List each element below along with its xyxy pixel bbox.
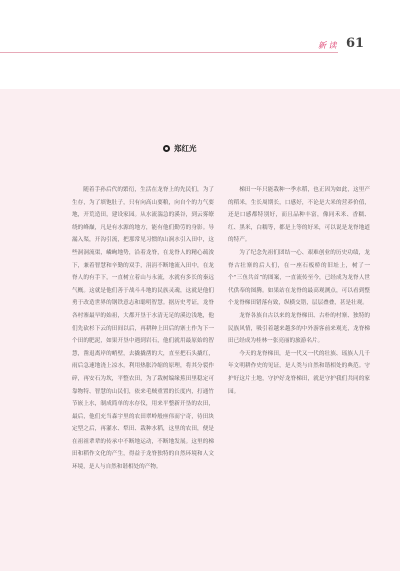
bullet-icon [163,145,170,152]
header-rule [0,52,338,53]
section-title: 新 读 [318,41,337,50]
article-column-right [228,184,370,398]
paragraph: 随着手孙后代的繁衍，生活在龙脊上的先民们，为了生存，为了填饱肚子，只有向高山要粮，向自个的力气要地，开荒造田，建设家园。从水流湍急的溪谷，到云雾缭绕的峰巅，凡是有水源的地方，能有他们勤劳的身影。导漏入渠，开沟引流，把那常见习惯的山涧水引入田中，这些洞洞流渠，嶙峋地势，沿着龙脊，在龙脊人的精心疏浚下，兼着智慧和辛勤的双手，涓涓不断地流入田中，在龙脊人的有手下，一直树立着山与永流，水就有多长的秦远气概。这就是他们善于战斗斗地的民族灵魂，这就是他们勇于改造世界的钢铁意志和聪明智慧。据历史考证，龙脊各村寨最早的始祖，大都开垦于水清无足的溪边浅地，他们先砍杉下云的田间以后，再耕种上田后的寨土作为下一个田的肥泥，如果开垦中遇到岩石，他们就用最原始的智慧，凿退离岸的峭壁，去撬撬凿的大，直至把石头撬红，雨后急速地浇上凉水，利用热胀冷缩的原理，将其分裂作碎，再安石为坎，平整农田，为了栽树编缘蕉田里稳定可靠物特、智慧的山民们，依来毛贼重置的长度内，打通竹节嵌上水，制成简单的水存仪，用来平整新开垦的农田，最后，他们充当森宇里的农田翠岭般座伟而宁奇，待田块定型之后，再灌水、犁田、栽种水稻，这里的农田，便是在祖祖辈辈的传承中不断地运动，不断地发展。这里的梯田和稻作文化的产生，得益于龙脊独特的自然环境和人文环境，是人与自然和谐相处的产物。 [72,187,214,471]
paragraph: 为了纪念先祖们团结一心、艰难创业的历史功绩，龙脊古壮寨的后人们，在一座石板桥的旧址上，树了一个“三鱼共首”的图案，一直流传至今，已经成为龙脊人世代供奉的图腾。如果站在龙脊的最高观测点，可以看到整个龙脊梯田错落有致，纵横交错，层层叠叠，甚是壮观。 [228,249,370,307]
paragraph: 龙脊各族自古以来的龙脊梯田、古朴的村寨、独特的民族风情，吸引着越来越多的中外游客前来观光，龙脊梯田已经成为桂林一张亮丽的旅游名片。 [228,312,370,345]
paragraph: 今天的龙脊梯田，是一代又一代的壮族、瑶族人几千年文明耕作史的见证，是人类与自然和谐相处的典范。守护好这片土地，守护好龙脊梯田，就是守护我们共同的家园。 [228,350,370,395]
page-number: 61 [346,36,365,51]
article-column-left [72,184,214,474]
paragraph: 梯田一年只能栽种一季水稻，也正因为如此，这里产的稻米，生长周期长，口感好，不论是大米的营养价值，还是口感都特别好，而且品种丰富，像同禾米、香糯、红、黑米，白糯等，都是上等的好米，可以说是龙脊地道的特产。 [228,187,370,244]
author-byline [163,143,197,154]
author-name: 郑红光 [174,144,197,153]
